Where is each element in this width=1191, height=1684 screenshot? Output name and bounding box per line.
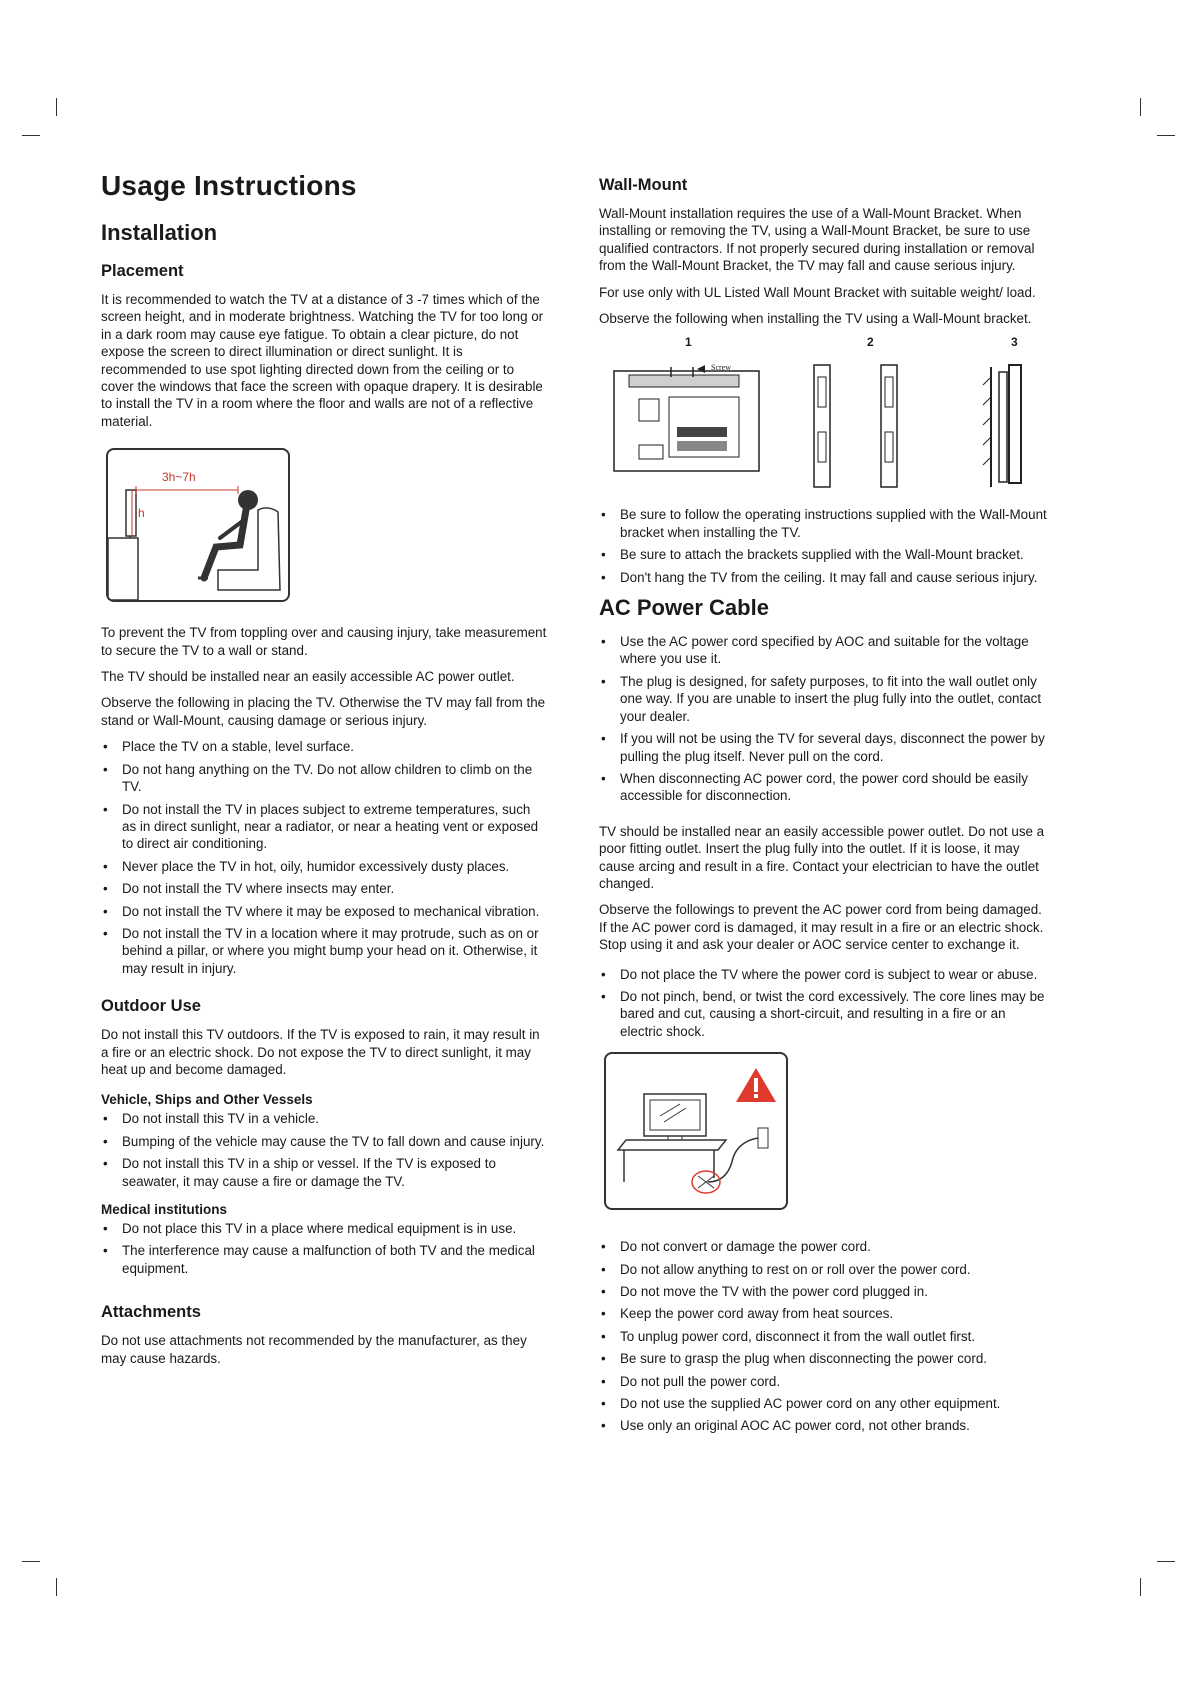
height-label: h <box>138 506 145 521</box>
medical-heading: Medical institutions <box>101 1202 228 1217</box>
screw-label: Screw <box>711 363 731 373</box>
placement-para: It is recommended to watch the TV at a distance of 3 -7 times which of the screen height, and in moderate brightness. Watching the TV for too long or in a dark room may cause eye fatigue. To obtain a clear picture, do not expose the screen to direct illumination or direct sunlight. It is recommended to use spot lighting directed down from the ceiling or to cover the windows that face the screen with opaque drapery. It is desirable to install the TV in a room where the floor and walls are not of a reflective material. <box>101 292 544 429</box>
page-title: Usage Instructions <box>101 170 357 201</box>
power-list-3 <box>599 1238 1049 1435</box>
figure-label-3: 3 <box>1011 335 1018 350</box>
list-item: • Do not place this TV in a place where medical equipment is in use. <box>101 1220 547 1237</box>
list-item: • Be sure to follow the operating instructions supplied with the Wall-Mount bracket when installing the TV. <box>599 506 1049 541</box>
installation-heading: Installation <box>101 220 218 245</box>
list-item: • The interference may cause a malfunction of both TV and the medical equipment. <box>101 1242 547 1277</box>
placement-list <box>101 738 547 977</box>
list-item: • Do not install this TV in a ship or vessel. If the TV is exposed to seawater, it may cause a fire or damage the TV. <box>101 1155 547 1190</box>
list-item: • Don't hang the TV from the ceiling. It may fall and cause serious injury. <box>599 569 1049 586</box>
viewing-distance-figure <box>106 448 290 602</box>
power-cord-figure <box>604 1052 788 1210</box>
outdoor-para: Do not install this TV outdoors. If the TV is exposed to rain, it may result in a fire or an electric shock. Do not expose the TV to direct sunlight, it may heat up and become damaged. <box>101 1027 540 1077</box>
crop-mark <box>1157 1561 1175 1562</box>
list-item: • If you will not be using the TV for several days, disconnect the power by pulling the plug itself. Never pull on the cord. <box>599 730 1049 765</box>
wallmount-para-3: Observe the following when installing the TV using a Wall-Mount bracket. <box>599 311 1032 327</box>
list-item: • Do not move the TV with the power cord plugged in. <box>599 1283 1049 1300</box>
wallmount-para-1: Wall-Mount installation requires the use of a Wall-Mount Bracket. When installing or removing the TV, using a Wall-Mount Bracket, be sure to use qualified contractors. If not properly secured during installation or removal from the Wall-Mount Bracket, the TV may fall and cause serious injury. <box>599 206 1035 274</box>
list-item: • Use only an original AOC AC power cord, not other brands. <box>599 1417 1049 1434</box>
vehicle-heading: Vehicle, Ships and Other Vessels <box>101 1092 313 1108</box>
list-item: • Do not pinch, bend, or twist the cord excessively. The core lines may be bared and cut, causing a short-circuit, and resulting in a fire or an electric shock. <box>599 988 1049 1040</box>
list-item: • Never place the TV in hot, oily, humidor excessively dusty places. <box>101 858 547 875</box>
list-item: • When disconnecting AC power cord, the power cord should be easily accessible for disconnection. <box>599 770 1049 805</box>
figure-label-2: 2 <box>867 335 874 350</box>
power-cord-illustration <box>606 1054 786 1208</box>
power-list-2 <box>599 966 1049 1041</box>
list-item: • Do not place the TV where the power cord is subject to wear or abuse. <box>599 966 1049 983</box>
power-cable-heading: AC Power Cable <box>599 595 769 621</box>
figure-label-1: 1 <box>685 335 692 350</box>
list-item: • Do not install the TV in a location where it may protrude, such as on or behind a pillar, or where you might bump your head on it. Otherwise, it may result in injury. <box>101 925 547 977</box>
list-item: • Do not pull the power cord. <box>599 1373 1049 1390</box>
placement-para-4: Observe the following in placing the TV. Otherwise the TV may fall from the stand or Wall-Mount, causing damage or serious injury. <box>101 695 546 728</box>
right-column <box>599 176 1049 1444</box>
list-item: • Do not convert or damage the power cord. <box>599 1238 1049 1255</box>
power-para-2: Observe the followings to prevent the AC power cord from being damaged. If the AC power cord is damaged, it may result in a fire or an electric shock. Stop using it and ask your dealer or AOC service center to exchange it. <box>599 902 1044 953</box>
list-item: • Do not use the supplied AC power cord on any other equipment. <box>599 1395 1049 1412</box>
wallmount-heading: Wall-Mount <box>599 176 688 194</box>
crop-mark <box>1140 1578 1141 1596</box>
list-item: • Keep the power cord away from heat sources. <box>599 1305 1049 1322</box>
placement-para-2: To prevent the TV from toppling over and causing injury, take measurement to secure the TV to a wall or stand. <box>101 625 547 658</box>
crop-mark <box>56 98 57 116</box>
list-item: • Do not install the TV in places subject to extreme temperatures, such as in direct sunlight, near a radiator, or near a heating vent or exposed to direct air conditioning. <box>101 801 547 853</box>
viewing-distance-illustration <box>108 450 288 600</box>
list-item: • To unplug power cord, disconnect it from the wall outlet first. <box>599 1328 1049 1345</box>
power-para-1: TV should be installed near an easily accessible power outlet. Do not use a poor fitting outlet. Insert the plug fully into the outlet. If it is loose, it may cause arcing and result in a fire. Contact your electrician to have the outlet changed. <box>599 823 1045 891</box>
list-item: • Do not hang anything on the TV. Do not allow children to climb on the TV. <box>101 761 547 796</box>
list-item: • Be sure to attach the brackets supplied with the Wall-Mount bracket. <box>599 546 1049 563</box>
wallmount-list <box>599 506 1049 586</box>
medical-list <box>101 1220 547 1277</box>
list-item: • Place the TV on a stable, level surface. <box>101 738 547 755</box>
list-item: • Do not install the TV where insects may enter. <box>101 880 547 897</box>
list-item: • Do not install the TV where it may be exposed to mechanical vibration. <box>101 903 547 920</box>
list-item: • Do not install this TV in a vehicle. <box>101 1110 547 1127</box>
distance-label: 3h~7h <box>162 470 196 485</box>
crop-mark <box>56 1578 57 1596</box>
attachments-para: Do not use attachments not recommended by the manufacturer, as they may cause hazards. <box>101 1333 527 1366</box>
wall-mount-illustration <box>599 357 1049 492</box>
list-item: • Bumping of the vehicle may cause the TV to fall down and cause injury. <box>101 1133 547 1150</box>
list-item: • Do not allow anything to rest on or roll over the power cord. <box>599 1261 1049 1278</box>
crop-mark <box>1157 135 1175 136</box>
list-item: • Be sure to grasp the plug when disconnecting the power cord. <box>599 1350 1049 1367</box>
vehicle-list <box>101 1110 547 1190</box>
list-item: • The plug is designed, for safety purposes, to fit into the wall outlet only one way. If you are unable to insert the plug fully into the outlet, contact your dealer. <box>599 673 1049 725</box>
wallmount-para-2: For use only with UL Listed Wall Mount Bracket with suitable weight/ load. <box>599 284 1036 300</box>
left-column <box>101 170 547 1376</box>
attachments-heading: Attachments <box>101 1303 201 1322</box>
placement-para-3: The TV should be installed near an easily accessible AC power outlet. <box>101 669 515 685</box>
wall-mount-figure <box>599 335 1049 492</box>
outdoor-heading: Outdoor Use <box>101 997 201 1016</box>
placement-heading: Placement <box>101 262 184 280</box>
crop-mark <box>22 1561 40 1562</box>
crop-mark <box>1140 98 1141 116</box>
crop-mark <box>22 135 40 136</box>
list-item: • Use the AC power cord specified by AOC and suitable for the voltage where you use it. <box>599 633 1049 668</box>
power-list-1 <box>599 633 1049 805</box>
